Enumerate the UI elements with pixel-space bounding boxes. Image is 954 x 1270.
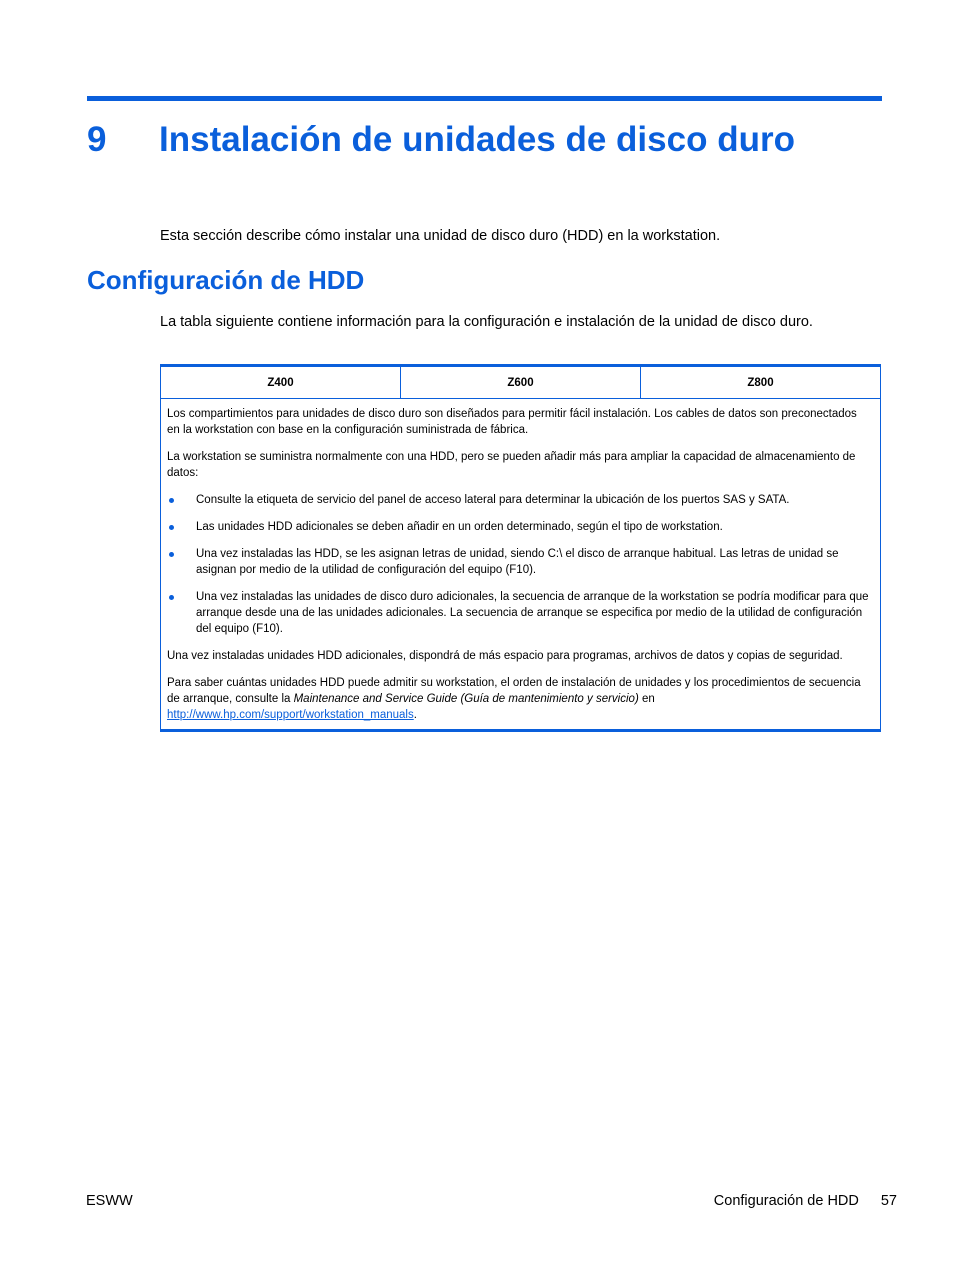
table-header-z600: Z600 — [400, 367, 640, 398]
hdd-config-table — [160, 364, 881, 732]
footer-section: Configuración de HDD — [713, 1193, 859, 1209]
table-paragraph: Una vez instaladas unidades HDD adicionales, dispondrá de más espacio para programas, archivos de datos y copias de seguridad. — [167, 650, 843, 662]
list-item — [167, 519, 872, 535]
reference-text-end: . — [413, 709, 417, 721]
list-item-text: Una vez instaladas las unidades de disco duro adicionales, la secuencia de arranque de la workstation se podría modificar para que arranque desde una de las unidades adicionales. La secuencia de arranque se especifica por medio de la utilidad de configuración del equipo (F10). — [196, 591, 869, 635]
chapter-intro: Esta sección describe cómo instalar una unidad de disco duro (HDD) en la workstation. — [160, 228, 721, 244]
list-item — [167, 546, 872, 578]
chapter-title — [87, 120, 887, 160]
bullet-icon — [169, 498, 174, 503]
list-item — [167, 589, 872, 637]
table-paragraph: La workstation se suministra normalmente con una HDD, pero se pueden añadir más para ampliar la capacidad de almacenamiento de datos: — [167, 451, 856, 479]
table-header-row — [161, 367, 880, 399]
list-item-text: Las unidades HDD adicionales se deben añadir en un orden determinado, según el tipo de workstation. — [196, 521, 723, 533]
footer-right — [714, 1193, 897, 1209]
list-item-text: Una vez instaladas las HDD, se les asignan letras de unidad, siendo C:\ el disco de arranque habitual. Las letras de unidad se asignan por medio de la utilidad de configuración del equipo (F10). — [196, 548, 839, 576]
bullet-icon — [169, 595, 174, 600]
chapter-top-rule — [87, 96, 882, 101]
list-item-text: Consulte la etiqueta de servicio del panel de acceso lateral para determinar la ubicación de los puertos SAS y SATA. — [196, 494, 790, 506]
page-number: 57 — [880, 1193, 897, 1209]
bullet-icon — [169, 525, 174, 530]
guide-title: Maintenance and Service Guide (Guía de mantenimiento y servicio) — [293, 693, 639, 705]
section-intro: La tabla siguiente contiene información para la configuración e instalación de la unidad de disco duro. — [160, 314, 813, 330]
table-header-z400: Z400 — [267, 376, 294, 389]
list-item — [167, 492, 872, 508]
section-heading: Configuración de HDD — [87, 265, 365, 295]
reference-text-mid: en — [638, 693, 655, 705]
bullet-list — [167, 492, 872, 637]
table-paragraph: Los compartimientos para unidades de disco duro son diseñados para permitir fácil instalación. Los cables de datos son preconectados en la workstation con base en la configuración suministrada de fábrica. — [167, 408, 857, 436]
reference-text: Para saber cuántas unidades HDD puede admitir su workstation, el orden de instalación de unidades y los procedimientos de secuencia de arranque, consulte la — [167, 677, 861, 705]
footer-locale: ESWW — [86, 1193, 133, 1209]
chapter-title-text: Instalación de unidades de disco duro — [159, 120, 795, 159]
table-body — [161, 399, 880, 729]
table-paragraph-reference — [167, 675, 872, 723]
chapter-number: 9 — [87, 120, 107, 159]
manuals-link[interactable]: http://www.hp.com/support/workstation_manuals — [167, 709, 414, 721]
table-header-z800: Z800 — [640, 367, 880, 398]
bullet-icon — [169, 552, 174, 557]
